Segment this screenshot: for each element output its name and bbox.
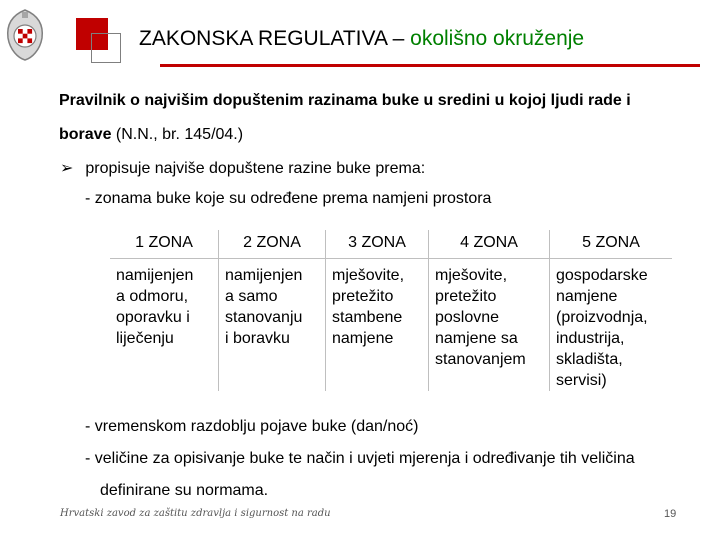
- title-decoration: [76, 18, 126, 68]
- sub-item-time: - vremenskom razdoblju pojave buke (dan/noć): [85, 418, 419, 435]
- zone-desc-line: namjene sa: [435, 330, 518, 347]
- bullet-text: propisuje najviše dopuštene razine buke prema:: [85, 160, 426, 177]
- zone-desc-line: poslovne: [435, 309, 500, 326]
- title-underline: [160, 64, 700, 67]
- sub-item-quantities: - veličine za opisivanje buke te način i uvjeti mjerenja i određivanje tih veličina: [85, 450, 635, 467]
- outline-square: [91, 33, 121, 63]
- sub-item-quantities-cont: definirane su normama.: [100, 482, 269, 499]
- slide-title: [139, 27, 584, 51]
- institution-logo: [4, 8, 46, 62]
- zone-desc-line: pretežito: [332, 288, 394, 305]
- zones-description-row: [110, 259, 672, 392]
- arrow-bullet-icon: ➢: [60, 160, 74, 177]
- zone-desc-line: pretežito: [435, 288, 497, 305]
- zone-desc-line: a samo: [225, 288, 278, 305]
- zone-header: 5 ZONA: [550, 230, 673, 259]
- zone-desc-line: oporavku i: [116, 309, 190, 326]
- zone-description: [429, 259, 550, 392]
- zone-desc-line: namjene: [556, 288, 618, 305]
- footer-institution: Hrvatski zavod za zaštitu zdravlja i sigurnost na radu: [60, 508, 331, 519]
- zone-desc-line: mješovite,: [435, 267, 508, 284]
- zone-desc-line: (proizvodnja,: [556, 309, 648, 326]
- page-number: 19: [664, 508, 677, 520]
- zone-header: 3 ZONA: [326, 230, 429, 259]
- zone-desc-line: i boravku: [225, 330, 290, 347]
- zone-desc-line: stambene: [332, 309, 403, 326]
- regulation-reference: (N.N., br. 145/04.): [111, 126, 244, 143]
- zone-desc-line: skladišta,: [556, 351, 623, 368]
- zone-header: 4 ZONA: [429, 230, 550, 259]
- zone-desc-line: stanovanjem: [435, 351, 526, 368]
- zone-description: [110, 259, 219, 392]
- zone-desc-line: gospodarske: [556, 267, 648, 284]
- title-main: ZAKONSKA REGULATIVA –: [139, 27, 411, 50]
- zone-description: [326, 259, 429, 392]
- zone-description: [219, 259, 326, 392]
- zone-desc-line: namijenjen: [116, 267, 194, 284]
- zone-desc-line: a odmoru,: [116, 288, 189, 305]
- zone-desc-line: liječenju: [116, 330, 174, 347]
- regulation-title-end: borave: [59, 126, 112, 143]
- zone-desc-line: industrija,: [556, 330, 625, 347]
- zone-desc-line: namijenjen: [225, 267, 303, 284]
- regulation-title-line1: Pravilnik o najvišim dopuštenim razinama buke u sredini u kojoj ljudi rade i: [59, 92, 631, 109]
- zones-header-row: [110, 230, 672, 259]
- zone-header: 2 ZONA: [219, 230, 326, 259]
- regulation-title-line2: [59, 126, 243, 144]
- zone-header: 1 ZONA: [110, 230, 219, 259]
- zone-desc-line: namjene: [332, 330, 394, 347]
- sub-item-zones: - zonama buke koje su određene prema namjeni prostora: [85, 190, 492, 207]
- bullet-item: [60, 158, 425, 178]
- zone-desc-line: servisi): [556, 372, 607, 389]
- title-accent: okolišno okruženje: [410, 27, 585, 50]
- zone-description: [550, 259, 673, 392]
- zone-desc-line: stanovanju: [225, 309, 303, 326]
- zones-table: [110, 230, 672, 391]
- zone-desc-line: mješovite,: [332, 267, 405, 284]
